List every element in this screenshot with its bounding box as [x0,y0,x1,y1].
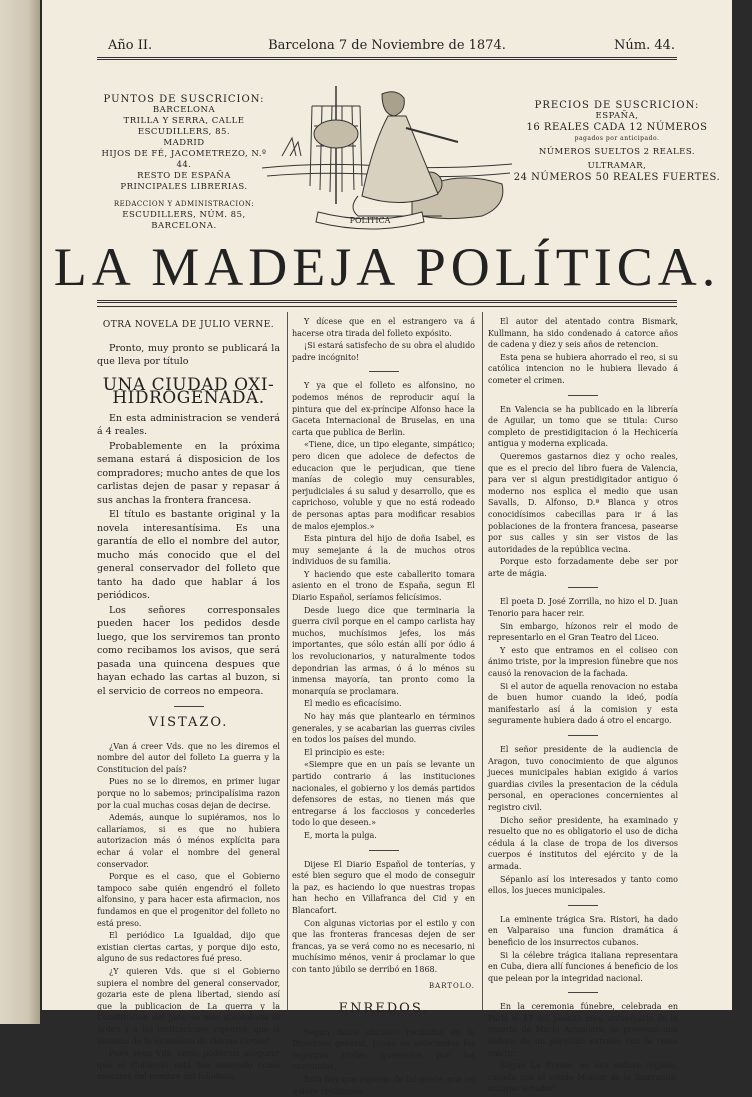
paragraph: Con algunas victorias por el estilo y con que las fronteras francesas dejen de ser francas, ya se verá como no es necesario, ni muchísimo ménos, venir á proclamar lo que con tanto júbilo se derribó en 1868. [292,918,475,974]
paragraph: Pronto, muy pronto se publicará la que lleva por título [97,342,280,368]
office-title: REDACCION Y ADMINISTRACION: [113,200,255,208]
separator [568,735,598,736]
header-rule [97,57,677,60]
paragraph: El principio es este: [304,747,385,757]
paragraph: Esta pintura del hijo de doña Isabel, es muy semejante á la de muchos otros individuos de su familia. [292,534,475,567]
prices-loose: NÚMEROS SUELTOS 2 REALES. [538,147,696,157]
paragraph: El periódico La Igualdad, dijo que existian ciertas cartas, y porque dijo esto, alguno de sus redactores fué preso. [97,931,280,964]
prices-title: PRECIOS DE SUSCRICION: [534,100,700,111]
paragraph: Y ya que el folleto es alfonsino, no podemos ménos de reproducir aquí la pintura que del ex-príncipe Alfonso hace la Gaceta Internacional de Bruselas, en una carta que publica de Berlin. [292,381,475,437]
separator [568,992,598,993]
separator [568,905,598,906]
paragraph: Además, aunque lo supiéramos, nos lo callaríamos, si es que no hubiera autorizacion más ó ménos explícita para echar á volar el nombre del general conservador. [97,813,280,869]
paragraph: Segun La Presse, es una señora inglesa, casada con el conde Monier de la Sizeranne, antiguo senador [488,1061,678,1094]
paragraph: En esta administracion se venderá á 4 reales. [97,412,280,438]
newspaper-page [42,0,732,1096]
prices-overseas: ULTRAMAR, [587,161,647,171]
paragraph: El autor del atentado contra Bismark, Kullmann, ha sido condenado á catorce años de cadena y diez y seis años de retencion. [488,317,678,350]
headline: UNA CIUDAD OXI-HIDROGENADA. [102,374,275,409]
paragraph: En la ceremonia fúnebre, celebrada en Paris el 17 del pasado mes, aniversario de la muerte de María Antonieta, se presentó una señora de un parecido extraño con la reina mártir. [488,1002,678,1058]
adjacent-page-edge [0,0,40,1024]
paragraph: ¿Van á creer Vds. que no les diremos el nombre del autor del folleto La guerra y la Constitucion del país? [97,741,280,774]
column-1 [97,316,281,1082]
separator [568,587,598,588]
dateline: Barcelona 7 de Noviembre de 1874. [268,38,506,53]
points-line: HIJOS DE FÉ, JACOMETREZO, N.º 44. [101,149,267,170]
prices-spain-price: 16 REALES CADA 12 NÚMEROS [526,122,708,133]
paragraph: Sépanlo así los interesados y tanto como ellos, los jueces municipales. [488,874,678,896]
separator [174,706,204,707]
paragraph: Y dícese que en el estrangero va á hacerse otra tirada del folleto expósito. [292,317,475,338]
paragraph: Segun datos oficiales recibidos en la Direccion general, pasan de setecientos los registros civiles quemados por los carcundas. [292,1027,475,1072]
paragraph: Si el autor de aquella renovacion no estaba de buen humor cuando la ideó, podía manifestarlo así á la comision y esta seguramente hubiera dado á otro el encargo. [488,681,678,726]
points-line: RESTO DE ESPAÑA [137,171,231,181]
paragraph: Porque es el caso, que el Gobierno tampoco sabe quién engendró el folleto alfonsino, y para hacer esta afirmacion, nos fundamos en que el progenitor del folleto no está preso. [97,872,280,928]
separator [369,850,399,851]
prices-spain-note: pagados por anticipado. [574,135,660,142]
prices-spain: ESPAÑA, [595,111,639,121]
paragraph: Los señores corresponsales pueden hacer los pedidos desde luego, que los serviremos tan pronto como recibamos los avisos, que será pasada una quincena despues que hayan echado las cartas al buzon, si el servicio de correos no empeora. [97,604,280,697]
paragraph: Porque esto forzadamente debe ser por arte de mágia. [488,557,678,578]
masthead-rule-thin [97,306,677,307]
subscription-points-title: PUNTOS DE SUSCRICION: [103,94,265,105]
points-line: MADRID [163,138,205,148]
issue-number: Núm. 44. [614,38,676,53]
section-title: OTRA NOVELA DE JULIO VERNE. [102,320,275,330]
banner-text: POLITICA [349,216,391,225]
paragraph: Y esto que entramos en el coliseo con ánimo triste, por la impresion fúnebre que nos causó la renovacion de la fachada. [488,645,678,679]
separator [369,371,399,372]
section-title: VISTAZO. [148,715,229,731]
prices-overseas-price: 24 NÚMEROS 50 REALES FUERTES. [513,172,721,183]
masthead-rule [97,300,677,303]
column-divider [287,312,288,1010]
column-divider [482,312,483,1010]
paragraph: E, morta la pulga. [304,830,377,840]
paragraph: Dijese El Diario Español de tonterías, y esté bien seguro que el modo de conseguir la paz, es haciendo lo que nuestras tropas han hecho en Villafranca del Cid y en Blancafort. [292,859,475,915]
paragraph: Queremos gastarnos diez y ocho reales, que es el precio del libro fuera de Valencia, para ver si algun prestidigitador antiguo ó moderno nos esplica el medio que usan Savalls, D. Alfonso, D.ª Blanca y otros conocidísimos cabecillas para ir á las poblaciones de la frontera francesa, pasearse por sus calles y sin ser vistos de las autoridades de la república vecina. [488,451,678,554]
subscription-prices [512,100,722,183]
paragraph: Pues no se lo diremos, en primer lugar porque no lo sabemos; principalísima razon por la cual muchas cosas dejan de decirse. [97,777,280,810]
paragraph: El poeta D. José Zorrilla, no hizo el D. Juan Tenorio para hacer reir. [488,597,678,619]
paragraph: Sin embargo, hízonos reir el modo de representarlo en el Gran Teatro del Liceo. [488,621,678,643]
paragraph: No hay más que plantearlo en términos generales, y se acabarian las guerras civiles en todos los países del mundo. [292,712,475,745]
paragraph: Si la célebre trágica italiana representara en Cuba, diera allí funciones á beneficio de los que pelean por la integridad nacional. [488,950,678,983]
paragraph: El medio es eficacísimo. [304,699,402,709]
masthead-title: LA MADEJA POLÍTICA. [53,237,721,297]
paragraph: «Tiene, dice, un tipo elegante, simpático; pero dicen que adolece de defectos de educacion que le perjudican, que tiene manías de colegio muy censurables, perjudiciales á su salud y desarrollo, que es caprichoso, voluble y que no está rodeado de personas aptas para modificar resabios de malos ejemplos.» [292,440,475,531]
separator [568,395,598,396]
column-3 [488,316,678,1094]
section-title: ENREDOS. [338,1001,429,1017]
column-2 [292,316,475,1096]
paragraph: El señor presidente de la audiencia de Aragon, tuvo conocimiento de que algunos jueces municipales habian exigido á varios guardias civiles la presentacion de la cédula personal, en operaciones concernientes al registro civil. [488,745,678,812]
allegory-illustration [262,76,512,234]
signature: BARTOLO. [429,982,475,991]
paragraph: Dicho señor presidente, ha examinado y resuelto que no es obligatorio el uso de dicha cédula á la clase de tropa de los diversos cuerpos é institutos del ejército y de la armada. [488,815,678,871]
points-line: BARCELONA [152,105,216,115]
paragraph: Desde luego dice que terminaria la guerra civil porque en el campo carlista hay muchos, muchísimos jefes, los más importantes, que sólo están allí por ódio á los revolucionarios, y naturalmente todos depondrian las armas, ó á lo ménos su inmensa mayoría, tan pronto como la monarquía se proclamara. [292,605,475,696]
points-line: TRILLA Y SERRA, CALLE ESCUDILLERS, 85. [123,116,245,137]
paragraph: La eminente trágica Sra. Ristori, ha dado en Valparaiso una funcion dramática á beneficio de los insurrectos cubanos. [488,914,678,947]
paragraph: «Siempre que en un país se levante un partido contrario á las instituciones nacionales, el gobierno y los demás partidos defensores de estas, no tienen más que entregarse á los facciosos y concederles todo lo que deseen.» [292,760,475,828]
paragraph: Pues vean Vds. como podemos asegurar que el Gobierno está tan enterado como nosotros del nombre del folletista. [97,1049,280,1082]
issue-year: Año II. [108,38,153,53]
paragraph: ¡Si estará satisfecho de su obra el aludido padre incógnito! [292,341,475,362]
paragraph: Y haciendo que este caballerito tomara asiento en el trono de España, segun El Diario Español, seríamos felicísimos. [292,569,475,603]
subscription-points [94,94,274,232]
paragraph: Esta pena se hubiera ahorrado el reo, si su católica intencion no le hubiera llevado á cometer el crimen. [488,352,678,385]
paragraph: Probablemente en la próxima semana estará á disposicion de los compradores; mucho antes de que los carlistas dejen de pasar y repasar á sus anchas la frontera francesa. [97,440,281,506]
paragraph: ¿Y quieren Vds. que si el Gobierno supiera el nombre del general conservador, gozaria este de plena libertad, siendo así que la publicacion de La guerra y la Constitucion del país, es más atentatoria al órden y á las instituciones vigentes, que el anuncio de la existencia de ciertas cartas? [97,966,280,1046]
paragraph: En Valencia se ha publicado en la librería de Aguilar, un tomo que se titula: Curso completo de prestidigitacion ó la Hechicería antigua y moderna explicada. [488,404,678,449]
paragraph: Esto hay que esperar de tal gente, que no quiere civilizarse. [292,1075,475,1096]
points-line: PRINCIPALES LIBRERIAS. [120,182,248,192]
office-line: ESCUDILLERS, NÚM. 85, BARCELONA. [122,210,246,231]
paragraph: El título es bastante original y la novela interesantísima. Es una garantía de ello el nombre del autor, mucho más conocido que el del general conservador del folleto que tanto ha dado que hablar á los periódicos. [97,509,280,602]
